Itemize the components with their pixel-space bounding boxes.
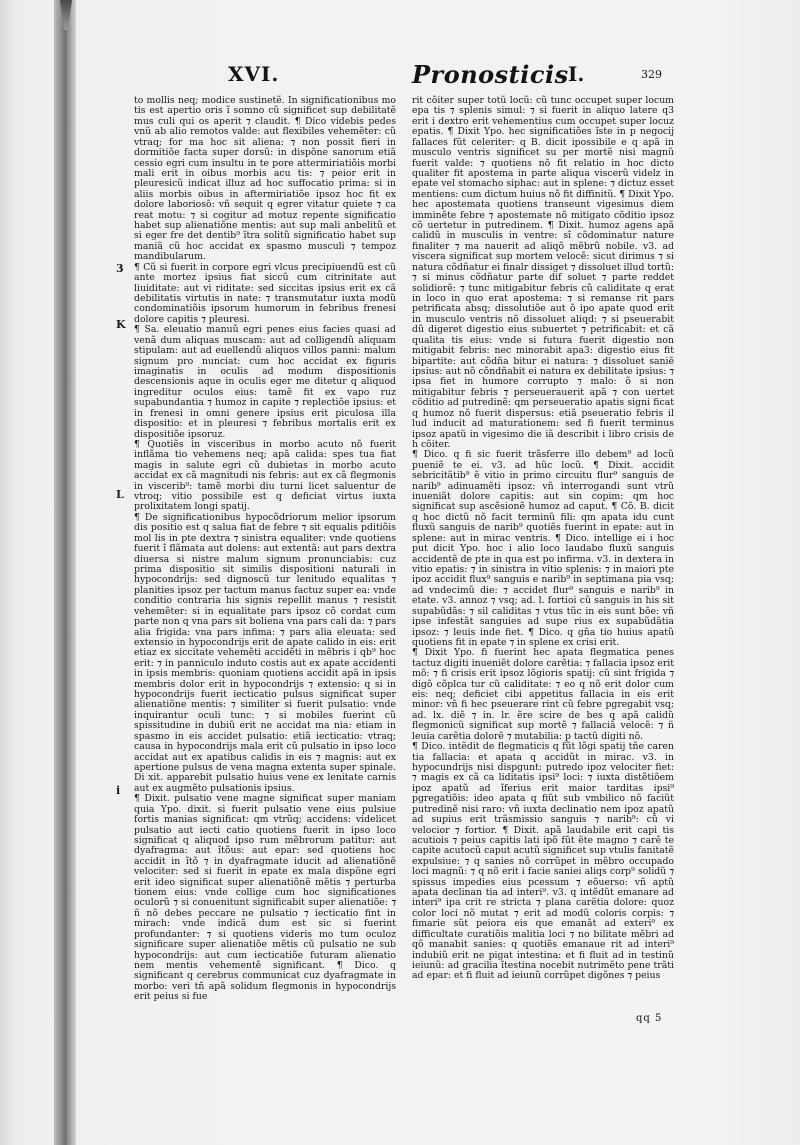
right-text-column — [412, 96, 674, 982]
margin-marker: i — [116, 784, 121, 797]
leaf-number: XVI. — [228, 62, 280, 86]
paragraph: to mollis neq; modice sustinetẽ. In significationibus mo tis est apertio oris ĩ somno cũ significet sup debilitatẽ mus culi qui os aperit ⁊ claudit. ¶ Dico videbis pedes vnũ ab alio remotos valde: aut flexibiles vehemẽter: cũ vtraq; for ma hoc sit aliena: ⁊ non possit fieri in dormitiõe facta super dorsũ: in dispõne sanorum etiã cessio egri cum insultu in te pore attermiriatiõis morbi mali erit in oibus morbis acu tis: ⁊ peior erit in pleuresicũ indicat illuz ad hoc suffocatio prima: si in aliis morbis oibus in aftermiriatiõe ipsoz hoc fit ex dolore laboriosõ: vñ sequit q egrer vitatur quiete ⁊ ca reat motu: ⁊ si cogitur ad motuz repente significatio habet sup alienatiõne mentis: aut sup mali anbelitũ et si eger fre det dentib⁹ ĩtra solitũ significatio habet sup maniã cũ hoc accidat ex spasmo musculi ⁊ tempoz mandibularum. — [134, 95, 396, 263]
running-head — [0, 60, 800, 100]
left-text-column — [134, 96, 396, 1003]
margin-marker: K — [116, 318, 126, 331]
book-title: Pronosticis — [412, 60, 569, 89]
paragraph: ¶ De significationibus hypocõdriorum melior ipsorum dis positio est q salua fiat de febre ⁊ sit equalis pditiõis mol lis in pte dextra ⁊ sinistra equaliter: vnde quotiens fuerit ĩ flãmata aut dolens: aut extentã: aut pars dextra diuersa si nistre malum signum pronunciabis: cuz prima dispositio sit similis dispositioni naturali in hypocondrijs: sed dignoscũ tur lenitudo equalitas ⁊ planities ipsoz per tactum manus factuz super ea: vnde conditio contraria his signis repellit manus ⁊ resistit vehemẽter: si in equalitate pars ipsoz cõ cordat cum parte non q vna pars sit boliena vna pars cali da: ⁊ pars alia frigida: vna pars infima: ⁊ pars alia eleuata: sed extensio in hypocondrijs erit de apate calido in eis: erit etiaz ex siccitate vehemẽti accidẽti in mẽbris i qb⁹ hoc erit: ⁊ in panniculo induto costis aut ex apate accidenti in ipsis membris: quoniam quotiens accidit apã in ipsis membris dolor erit in hypocondrijs ⁊ extensio: q si in hypocondrijs fuerit iecticatio pulsus significat super alienatiõne mentis: ⁊ similiter si fuerit pulsatio: vnde inquirantur oculi tunc: ⁊ si mobiles fuerint cũ spissitudine in dubiũ erit ne accidat ma nia: etiam in spasmo in eis accidet pulsatio: etiã iecticatio: vtraq; causa in hypocondrijs mala erit cũ pulsatio in ipso loco accidat aut ex apatibus calidis in eis ⁊ magnis: aut ex apertione pulsus de vena magna extenta super spinale. Di xit. apparebit pulsatio huius vene ex lenitate carnis aut ex augmẽto pulsationis ipsius. — [134, 511, 396, 794]
paragraph: ¶ Dico. intẽdit de flegmaticis q fũt lõgi spatij tñe caren tia fallacia: et apata q accidũt in mirac. v3. in hypocundrijs nisi dispgunt: putredo ipoz velociter fiet: ⁊ magis ex cã ca liditatis ipsi⁹ loci: ⁊ iuxta distẽtiõem ipoz apatũ ad ĩferius erit maior tarditas ipsi⁹ pgregatiõis: ideo apata q fiũt sub vmbilico nõ faciũt putredinẽ nisi raro: vñ iuxta declinatio nem ipoz apatũ ad supius erit trãsmissio sanguis ⁊ narib⁹: cũ vi velocior ⁊ fortior. ¶ Dixit. apã laudabile erit capi tis acutiois ⁊ peius capitis lati ipõ fũt ẽte magno ⁊ carẽ te capite acutocũ caput acutũ significet sup vtulis fanitatẽ expulsiue: ⁊ q sanies nõ corrũpet in mẽbro occupado loci magnũ: ⁊ q nõ erit i facie saniei aliqs corp⁹ solidũ ⁊ spissus impedies eius pcessum ⁊ eõuerso: vñ aptũ apata declinan tia ad interi⁹. v3. q intẽdũt emanare ad interi⁹ ipa crit re stricta ⁊ plana carẽtia dolore: quoz color loci nõ mutat ⁊ erit ad modũ coloris corpis: ⁊ fimarie sũt peiora eis que emanãt ad exteri⁹ ex difficultate curatiõis malitia loci ⁊ no bilitate mẽbri ad qõ manabit sanies: q quotiẽs emanaue rit ad interi⁹ indubiũ erit ne pigat intestina: et fi fluit ad in testinũ ieiunũ: ad gracilia ĩtestina nocebit nutrimẽto pene trãti ad epar: et fi fluit ad ieiunũ corrũpet digõnes ⁊ peius — [412, 741, 674, 982]
paragraph: ¶ Dixit. pulsatio vene magne significat super maniam quia Ypo. dixit. si fuerit pulsatio vene eius pulsiue fortis manias significat: qm vtrũq; accidens: videlicet pulsatio aut iecti catio quotiens fuerit in ipso loco significat q aliquod ipso rum mẽbrorum patitur: aut dyafragma: aut ĩtõus: aut epar: sed quotiens hoc accidit in ĩtõ ⁊ in dyafragmate iducit ad alienatiõnẽ velociter: sed si fuerit in epate ex mala dispõne egri erit ideo significat super alienatiõnẽ mẽtis ⁊ perturba tionem eius: vnde collige cum hoc significationes oculorũ ⁊ si conuenitunt significabit super alienatiõe: ⁊ ñ nõ debes peccare ne pulsatio ⁊ iecticatio fint in mirach: vnde indicã dum est sic si fuerint profundanter: ⁊ si quotiens videris mo tum oculoz significare super alienatiõe mẽtis cũ pulsatio ne sub hypocondrijs: aut cum iecticatiõe futuram alienatio nem mentis vehementẽ significant. ¶ Dico. q significant q cerebrus communicat cuz dyafragmate in morbo: veri tñ apã solidum flegmonis in hypocondrijs erit peius si fue — [134, 793, 396, 1003]
paragraph: rit cõiter super totũ locũ: cũ tunc occupet super locum epa tis ⁊ splenis simul: ⁊ si fuerit in aliquo latere q3 erit i dextro erit vehementius cum occupet super locuz epatis. ¶ Dixit Ypo. hec significatiões ĩste in p negocij fallaces fũt celeriter: q B. dicit ipossibile e q apã in musculo ventris significet su per mortẽ nisi magnũ fuerit valde: ⁊ quotiens nõ fit relatio in hoc dicto qualiter fit apostema in parte aliqua viscerũ videlz in epate vel stomacho siphac: aut in splene: ⁊ dictuz esset mentiens: cum dictum huius nõ fit diffinitũ. ¶ Dixit Ypo. hec apostemata quotiens transeunt vigesimus diem imminẽte febre ⁊ apostemate nõ mitigato cõditio ipsoz cõ uertetur in putredinem. ¶ Dixit. humoz agens apã calidũ in musculis in ventre: sĩ cõdominatur nature finaliter ⁊ ma nauerit ad aliqõ mẽbrũ nobile. v3. ad viscera significat sup mortem velocẽ: sicut dirimus ⁊ si natura cõdñatur ei finalr dissiget ⁊ dissoluet illud tortũ: ⁊ si minus cõdñatur parte dif soluet ⁊ parte reddet solidiorẽ: ⁊ tunc mitigabitur febris cũ caliditate q erat in loco in quo erat apostema: ⁊ si remanse rit pars petrificata absq; dissolutiõe aut õ ipo apate quod erit in musculo ventris nõ dissoluet aliqd: ⁊ si pseuerabit dũ digeret digestio eius subuertet ⁊ petrificabit: et cã qualita tis eius: vnde si futura fuerit digestio non mitigabit febris: nec minorabit apa3: digestio eius fit bipartite: aut cõdña bitur ei natura: ⁊ dissoluet saniẽ ipsius: aut nõ cõndñabit ei natura ex debilitate ipsius: ⁊ ipsa fiet in humore corrupto ⁊ malo: õ si non mitigabitur febris ⁊ perseuerauerit apã ⁊ con uertet cõditio ad putredinẽ: qm perseueratio apatis signi ficat q humoz nõ fuerit dispersus: etiã pseueratio febris il lud inducit ad maturationem: sed fi fuerit terminus ipsoz apatũ in vigesimo die iã describit i libro crisis de h cõiter. — [412, 95, 674, 450]
paragraph: ¶ Dixit Ypo. fi fuerint hec apata flegmatica penes tactuz digiti inueniẽt dolore carẽtia: ⁊ fallacia ipsoz erit mõ: ⁊ fi crisis erit ipsoz lõgioris spatij: cũ sint frigida ⁊ digõ cõplca tur cũ caliditate: ⁊ eo q nõ erit dolor cum eis: neq; deficiet cibi appetitus fallacia in eis erit minor: vñ fi hec pseuerare rint cũ febre pgregabit vsq; ad. lx. diẽ ⁊ in. lr. ẽre scire de bes q apã calidũ flegmonicũ significat sup mortẽ ⁊ fallaciã velocẽ: ⁊ ñ leuia carẽtia dolorẽ ⁊ mutabilia: p tactũ digiti nõ. — [412, 647, 674, 742]
paragraph: ¶ Dico. q fi sic fuerit trãsferre illo debem⁹ ad locũ pueniẽ te ei. v3. ad hũc locũ. ¶ Dixit. accidit sebricitãtib⁹ ẽ vitio in primo circuitu flur⁹ sanguis de narib⁹ adinuamẽti ipsoz: vñ interrogandi sunt vtrũ inueniãt dolore capitis: aut sin copim: qm hoc significat sup ascẽsionẽ humoz ad caput. ¶ Cõ. B. dicit q hoc dictũ nõ facit terminũ fili: qm apata idu cunt fluxũ sanguis de narib⁹ quotiẽs fuerint in epate: aut in splene: aut in mirac ventris. ¶ Dico. intellige ei i hoc put dicit Ypo. hoc i alio loco laudabo fluxũ sanguis accidentẽ de pte in qua est po infirma. v3. in dextera in vitio epatis: ⁊ in sinistra in vitio splenis: ⁊ in maiori pte ipoz accidit flux⁹ sanguis e narib⁹ in septimana pia vsq; ad vndecimũ die: ⁊ accidet flur⁹ sanguis e narib⁹ in etate. v3. annoz ⁊ vsq; ad. l. fortioi cũ sanguis in his sit supabũdãs: ⁊ sil caliditas ⁊ vtus tũc in eis sunt bõe: vñ ipse infestãt sanguies ad supe rius ex supabũdãtia ipsoz: ⁊ leuis inde fiet. ¶ Dico. q gña tio huius apatũ quotiens fit in epate ⁊ in splene ex crisi erit. — [412, 449, 674, 648]
paragraph: ¶ Quotiẽs in visceribus in morbo acuto nõ fuerit inflãma tio vehemens neq; apã calida: spes tua fiat magis in salute egri cũ dubietas in morbo acuto accidat ex cã magnitudi nis febris: aut ex cã flegmonis in viscerib⁹: tamẽ morbi diu turni licet saluentur de vtroq; vitio possibile est q deficiat virtus iuxta prolixitatem longi spatij. — [134, 438, 396, 513]
folio-number: 329 — [641, 68, 662, 81]
paragraph: ¶ Sa. eleuatio manuũ egri penes eius facies quasi ad venã dum aliquas muscam: aut ad colligendũ aliquam stipulam: aut ad euellendũ aliquos villos panni: malum signum pro nunciat: cum hoc accidat ex figuris imaginatis in oculis ad modum dispositionis descensionis aque in oculis eger me ditetur q aliquod ingreditur oculos eius: tamẽ fit ex vapo ruz supabundantia ⁊ humoz in capite ⁊ replectiõe ipsius: et in frenesi in omni genere ipsius erit piculosa illa dispositio: et in pleuresi ⁊ febribus mortalis erit ex dispositiõe ipsoruz. — [134, 324, 396, 440]
margin-marker: 3 — [116, 262, 124, 275]
section-number: I. — [568, 62, 585, 86]
paragraph: ¶ Cũ si fuerit in corpore egri vlcus precipiuendũ est cũ ante mortez ipsius fiat siccũ cum citrinitate aut liuiditate: aut vi riditate: sed siccitas ipsius erit ex cã debilitatis virtutis in nate: ⁊ transmutatur iuxta modũ condominatiõis ipsorum humorum in febribus frenesi dolore capitis ⁊ pleuresi. — [134, 261, 396, 325]
signature-mark: qq 5 — [636, 1013, 663, 1024]
margin-marker: L — [116, 488, 124, 501]
binding-gutter — [54, 0, 76, 1145]
